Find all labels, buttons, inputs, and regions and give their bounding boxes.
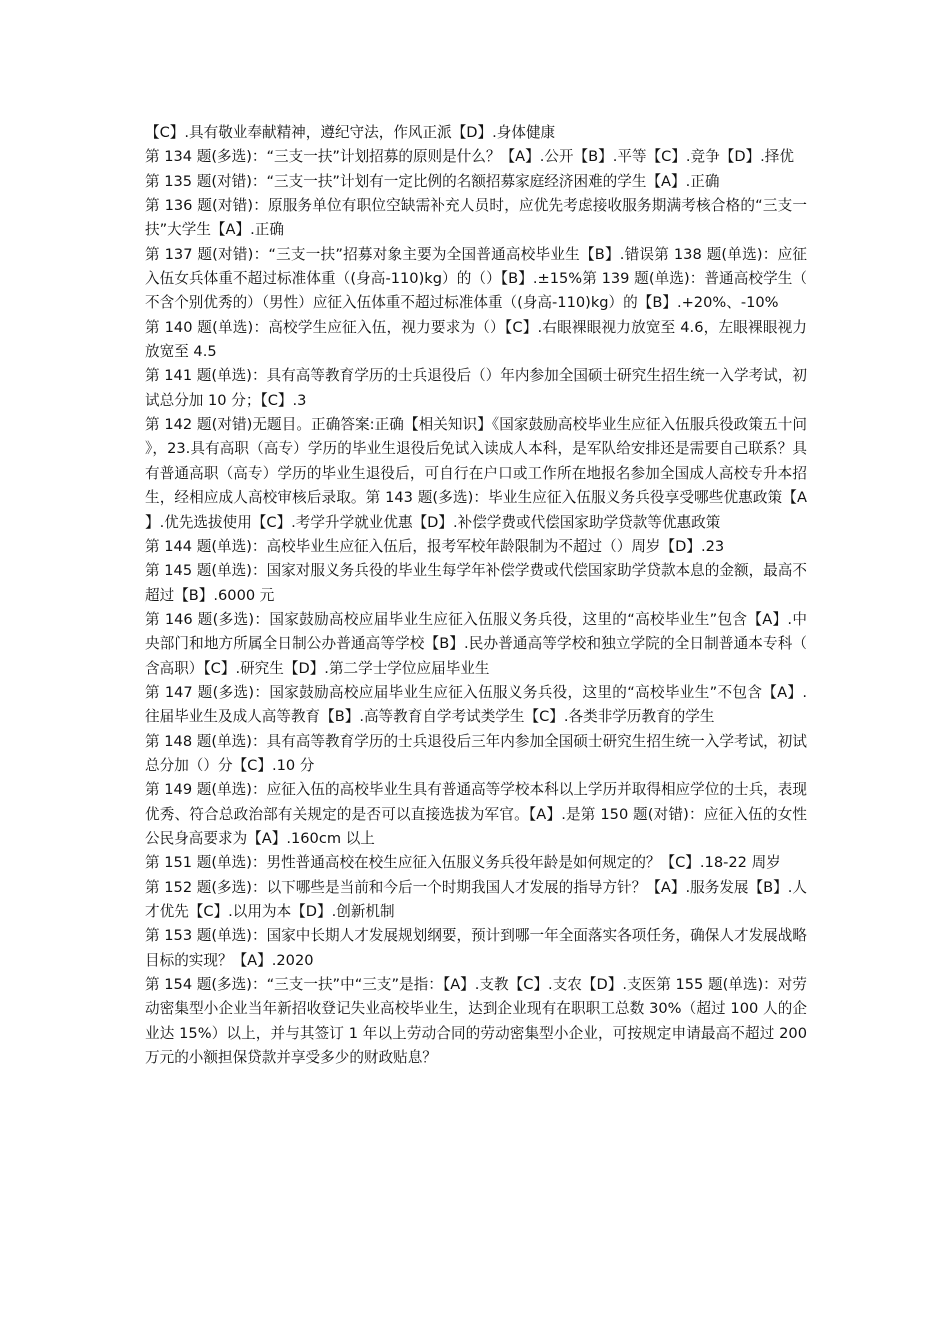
paragraph-q154-155: 第 154 题(多选)：“三支一扶”中“三支”是指：【A】.支教【C】.支农【D】.支医第 155 题(单选)：对劳动密集型小企业当年新招收登记失业高校毕业生，达到企业现有在职职工总数 30%（超过 100 人的企业达 15%）以上，并与其签订 1 年以上劳动合同的劳动密集型小企业，可按规定申请最高不超过 200 万元的小额担保贷款并享受多少的财政贴息？ <box>145 976 807 1067</box>
paragraph-q146: 第 146 题(多选)：国家鼓励高校应届毕业生应征入伍服义务兵役，这里的“高校毕业生”包含【A】.中央部门和地方所属全日制公办普通高等学校【B】.民办普通高等学校和独立学院的全日制普通本专科（含高职）【C】.研究生【D】.第二学士学位应届毕业生 <box>145 610 807 677</box>
paragraph-q145: 第 145 题(单选)：国家对服义务兵役的毕业生每学年补偿学费或代偿国家助学贷款本息的金额，最高不超过【B】.6000 元 <box>145 562 807 604</box>
paragraph-q152: 第 152 题(多选)：以下哪些是当前和今后一个时期我国人才发展的指导方针？【A】.服务发展【B】.人才优先【C】.以用为本【D】.创新机制 <box>145 878 807 920</box>
paragraph-q134: 第 134 题(多选)：“三支一扶”计划招募的原则是什么？【A】.公开【B】.平等【C】.竞争【D】.择优 <box>145 148 794 166</box>
paragraph-q151: 第 151 题(单选)：男性普通高校在校生应征入伍服义务兵役年龄是如何规定的？【C】.18-22 周岁 <box>145 854 781 872</box>
paragraph-q144: 第 144 题(单选)：高校毕业生应征入伍后，报考军校年龄限制为不超过（）周岁【D】.23 <box>145 537 725 555</box>
paragraph-q148: 第 148 题(单选)：具有高等教育学历的士兵退役后三年内参加全国硕士研究生招生统一入学考试，初试总分加（）分【C】.10 分 <box>145 732 807 774</box>
paragraph-q135: 第 135 题(对错)：“三支一扶”计划有一定比例的名额招募家庭经济困难的学生【A】.正确 <box>145 172 720 190</box>
paragraph-q141: 第 141 题(单选)：具有高等教育学历的士兵退役后（）年内参加全国硕士研究生招生统一入学考试，初试总分加 10 分；【C】.3 <box>145 367 807 409</box>
paragraph-q149-150: 第 149 题(单选)：应征入伍的高校毕业生具有普通高等学校本科以上学历并取得相应学位的士兵，表现优秀、符合总政治部有关规定的是否可以直接选拔为军官。【A】.是第 150 题(对错)：应征入伍的女性公民身高要求为【A】.160cm 以上 <box>145 781 807 847</box>
paragraph-answer-c-d: 【C】.具有敬业奉献精神，遵纪守法，作风正派【D】.身体健康 <box>145 124 556 141</box>
paragraph-q136: 第 136 题(对错)：原服务单位有职位空缺需补充人员时，应优先考虑接收服务期满考核合格的“三支一扶”大学生【A】.正确 <box>145 197 807 239</box>
document-body <box>145 121 807 1070</box>
paragraph-q140: 第 140 题(单选)：高校学生应征入伍，视力要求为（）【C】.右眼裸眼视力放宽至 4.6，左眼裸眼视力放宽至 4.5 <box>145 318 807 361</box>
paragraph-q137-139: 第 137 题(对错)：“三支一扶”招募对象主要为全国普通高校毕业生【B】.错误第 138 题(单选)：应征入伍女兵体重不超过标准体重（(身高-110)kg）的（）【B】.±15%第 139 题(单选)：普通高校学生（不含个别优秀的）（男性）应征入伍体重不超过标准体重（(身高-110)kg）的【B】.+20%、-10% <box>145 245 807 312</box>
paragraph-q153: 第 153 题(单选)：国家中长期人才发展规划纲要，预计到哪一年全面落实各项任务，确保人才发展战略目标的实现？【A】.2020 <box>145 927 807 969</box>
paragraph-q142-143: 第 142 题(对错)无题目。正确答案:正确【相关知识】《国家鼓励高校毕业生应征入伍服兵役政策五十问》，23.具有高职（高专）学历的毕业生退役后免试入读成人本科，是军队给安排还是需要自己联系？具有普通高职（高专）学历的毕业生退役后，可自行在户口或工作所在地报名参加全国成人高校专升本招生，经相应成人高校审核后录取。第 143 题(多选)：毕业生应征入伍服义务兵役享受哪些优惠政策【A】.优先选拔使用【C】.考学升学就业优惠【D】.补偿学费或代偿国家助学贷款等优惠政策 <box>145 416 807 531</box>
paragraph-q147: 第 147 题(多选)：国家鼓励高校应届毕业生应征入伍服义务兵役，这里的“高校毕业生”不包含【A】.往届毕业生及成人高等教育【B】.高等教育自学考试类学生【C】.各类非学历教育的学生 <box>145 683 807 726</box>
